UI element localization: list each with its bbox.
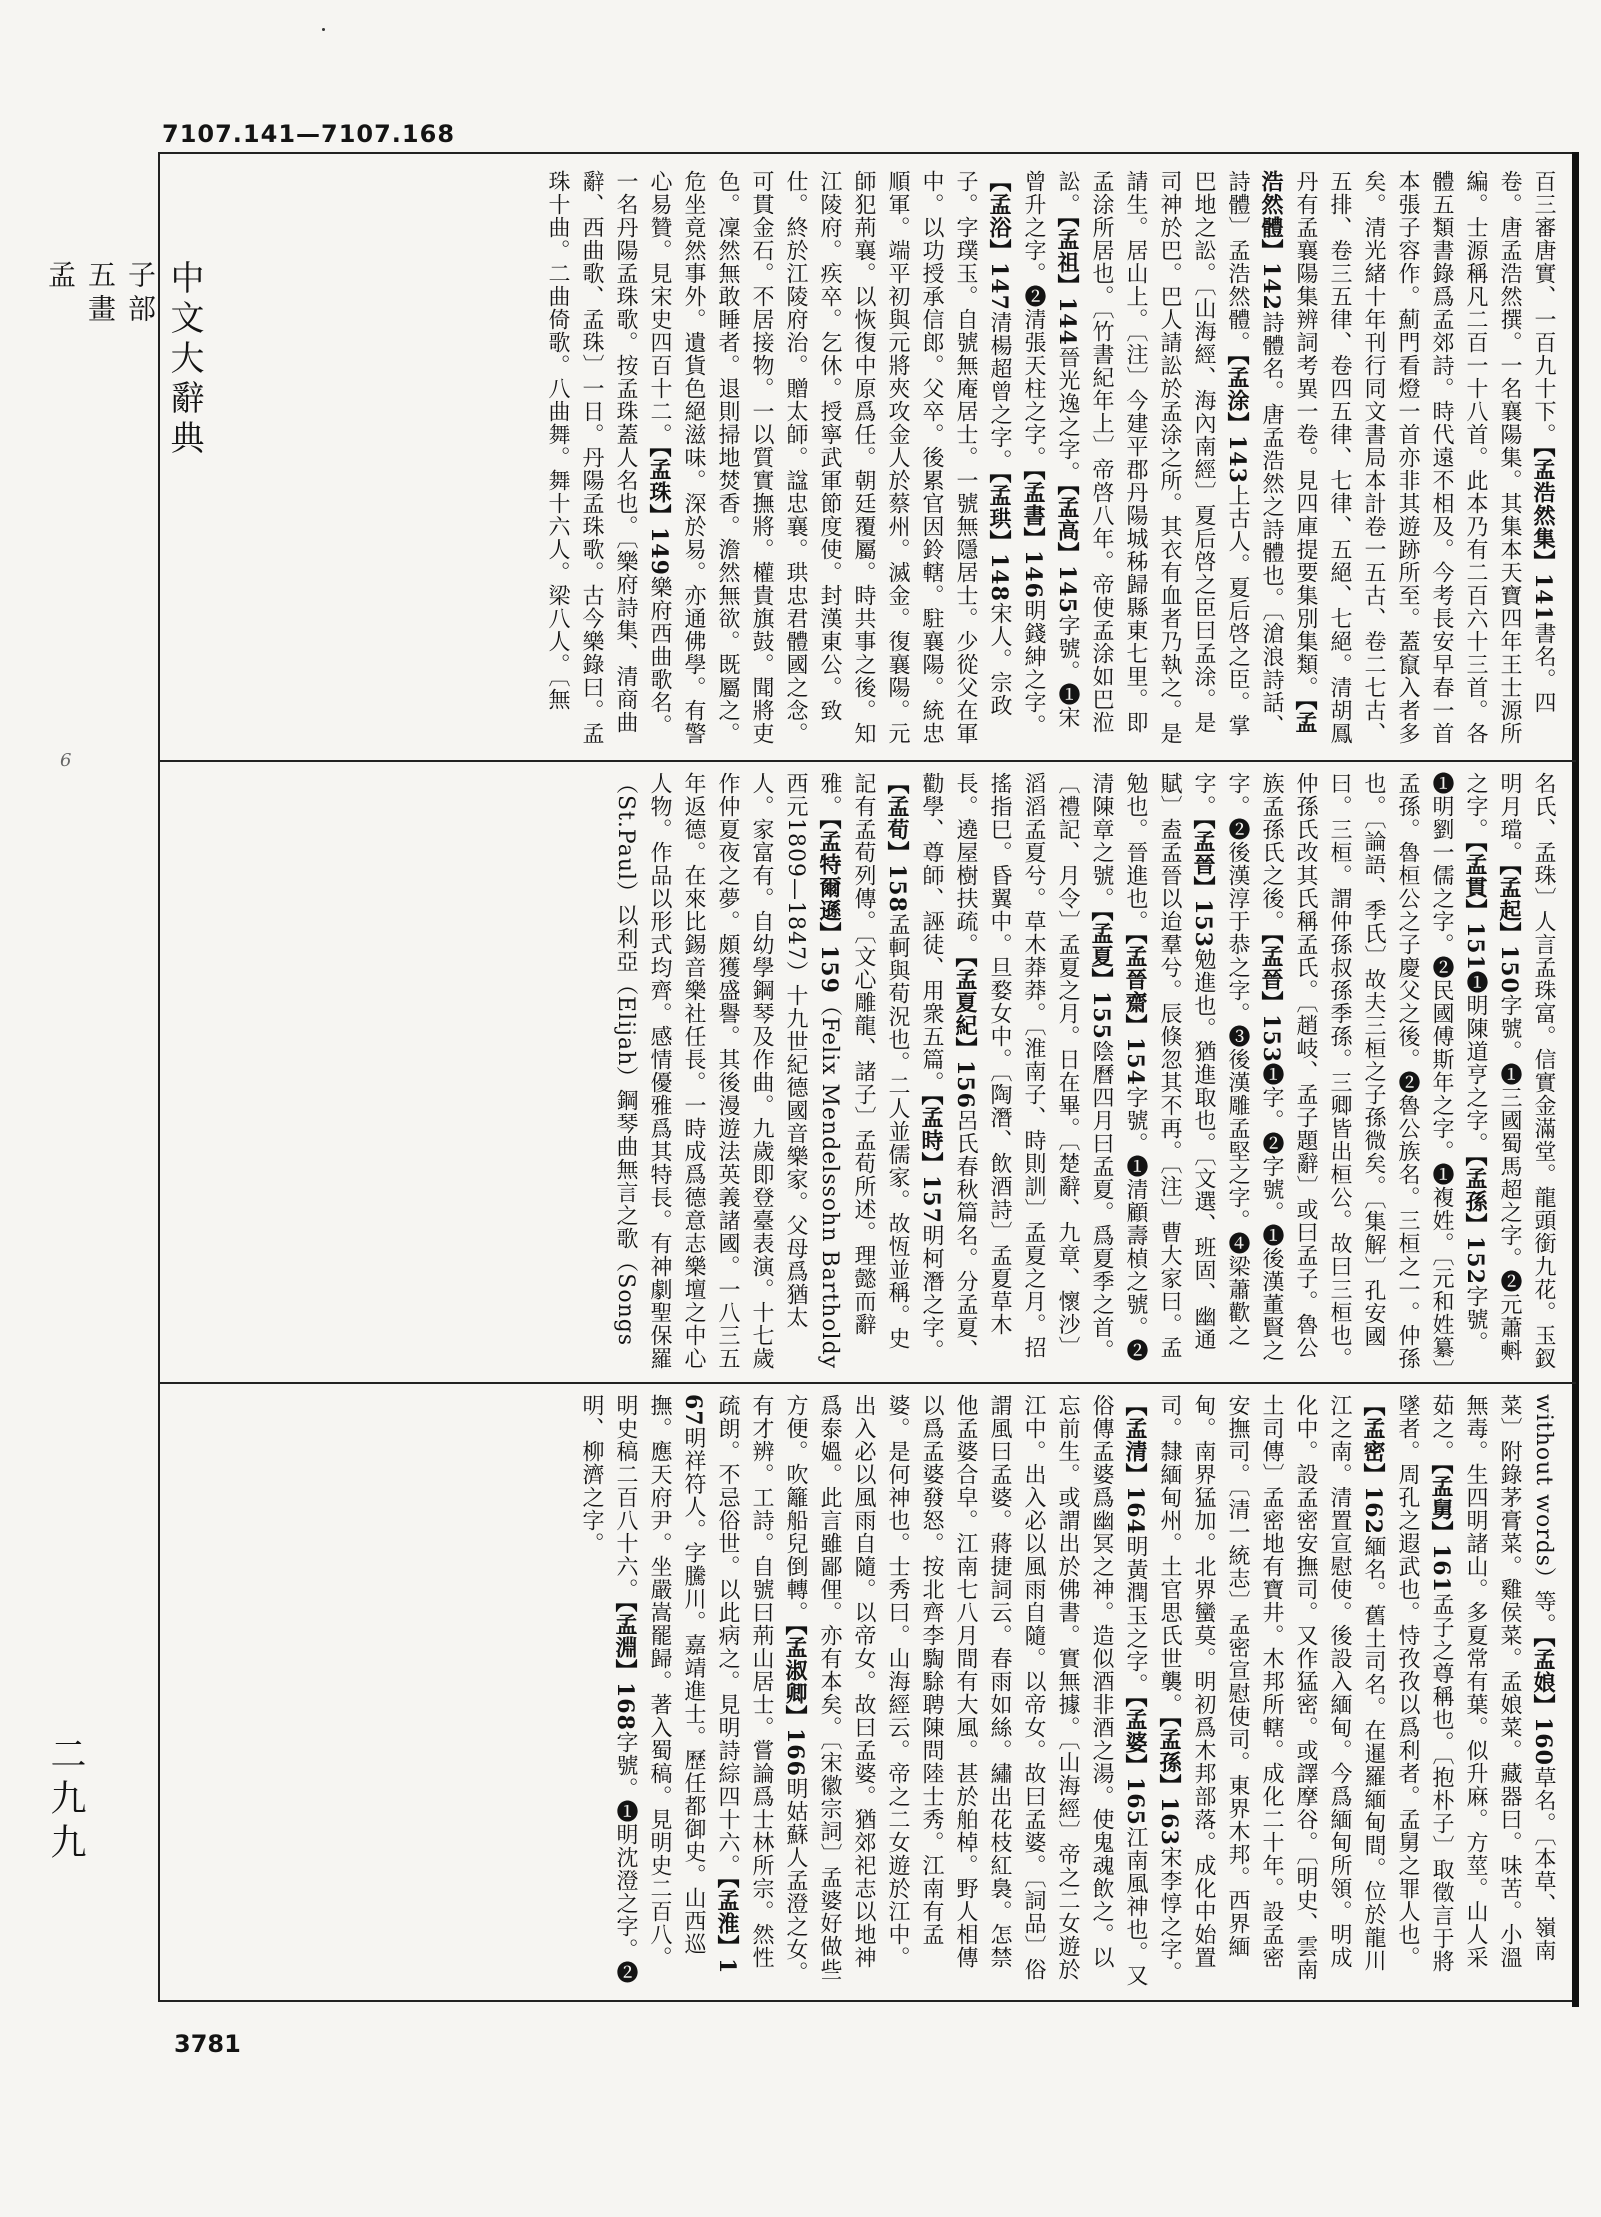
page-number: 3781 [174, 2030, 241, 2058]
dictionary-entry [1531, 170, 1556, 446]
entry-text: 宋李惇之字。 [1157, 1845, 1182, 1984]
page-number-cn: 二九九 [45, 1735, 86, 1867]
dictionary-entry [1157, 1716, 1182, 1984]
dictionary-entry [1531, 1394, 1556, 1636]
entry-text: 宋人。宗政子。字璞玉。自號無庵居士。一號無隱居士。少從父在軍中。以功授承信郎。父卒。後累官因鈴轄。駐襄陽。統忠順軍。端平初與元將夾攻金人於蔡州。滅金。復襄陽。元師犯荊襄。以恢復中原爲任。朝廷覆屬。時共事之後。知江陵府。疾卒。乞休。授寧武軍節度使。封漢東公。致仕。終於江陵府治。贈太師。諡忠襄。珙忠君體國之念。可貫金石。不居接物。一以質實撫將。權貴旗鼓。聞將吏色。凜然無敢睡者。退則掃地焚香。澹然無欲。既屬之。危坐竟然事外。遺貨色絕滋味。深於易。亦通佛學。有警心易贊。見宋史四百十二。 [647, 170, 1012, 745]
entry-text: 字號。❶明劉一儒之字。❷民國傅斯年之字。❶複姓。〔元和姓纂〕孟孫。魯桓公之子慶父之後。❷魯公族名。三桓之一。仲孫也。〔論語、季氏〕故夫三桓之子孫微矣。〔集解〕孔安國曰。三桓。謂仲孫叔孫季孫。三卿皆出桓公。故曰三桓也。仲孫氏改其氏稱孟氏。〔趙岐、孟子題辭〕或曰孟子。魯公族孟孫氏之後。 [1259, 772, 1488, 1371]
entry-text: （Felix Mendelssohn Bartholdy 西元1809—1847）十九世紀德國音樂家。父母爲猶太人。家富有。自幼學鋼琴及作曲。九歲即登臺表演。十七歲作仲夏夜之夢。頗獲盛譽。其後漫遊法英義諸國。一八三五年返德。在來比錫音樂社任長。一時成爲德意志樂壇之中心人物。作品以形式均齊。感情優雅爲其特長。有神劇聖保羅（St.Paul）以利亞（Elijah）鋼琴曲無言之歌（Songs [613, 772, 842, 1370]
dictionary-entry [647, 170, 1012, 745]
entry-text: 字號。❶明沈澄之字。❷明、柳濟之字。 [579, 1394, 638, 1984]
entry-text: 書名。四卷。唐孟浩然撰。一名襄陽集。其集本天寶四年王士源所編。士源稱凡二百一十八首。此本乃有二百六十三首。各體五類書錄爲孟郊詩。時代遠不相及。今考長安早春一首本張子容作。薊門看燈一首亦非其遊跡所至。蓋竄入者多矣。清光緒十年刊行同文書局本計卷一五古、卷二七古、五排、卷三五律、卷四五律、七律、五絕、七絕。清胡鳳丹有孟襄陽集辨詞考異一卷。見四庫提要集別集類。 [1293, 170, 1556, 745]
dictionary-entry [783, 1394, 1148, 1987]
entry-text: 陰曆四月曰孟夏。爲夏季之首。〔禮記、月令〕孟夏之月。日在畢。〔楚辭、九章、懷沙〕滔滔孟夏兮。草木莽莽。〔淮南子、時則訓〕孟夏之月。招搖指巳。昏翼中。旦婺女中。〔陶潛、飲酒詩〕孟夏草木長。遶屋樹扶疏。 [953, 772, 1114, 1362]
entry-headword: 【孟珙】148 [986, 471, 1012, 602]
entry-headword: 【孟貫】151 [1462, 841, 1488, 971]
entry-text: ❶明陳道亨之字。 [1463, 970, 1488, 1155]
entry-headword: 【孟夏】155 [1088, 910, 1114, 1040]
entry-text: 江南風神也。又俗傳孟婆爲幽冥之神。造似酒非酒之湯。使鬼魂飲之。以忘前生。或謂出於佛書。實無據。〔山海經〕帝之二女遊於江中。出入必以風雨自隨。以帝女。故曰孟婆。〔詞品〕俗謂風曰孟婆。蔣捷詞云。春雨如絲。繡出花枝紅裊。怎禁他孟婆合皁。江南七八月間有大風。甚於舶棹。野人相傳以爲孟婆發怒。按北齊李騊駼聘陳問陸士秀。江南有孟婆。是何神也。士秀曰。山海經云。帝之二女遊於江中。出入必以風雨自隨。以帝女。故曰孟婆。猶郊祀志以地神爲泰媼。此言雖鄙俚。亦有本矣。〔宋徽宗詞〕孟婆好做些方便。吹籬船兒倒轉。 [783, 1394, 1148, 1987]
radical-char: 孟 [44, 260, 77, 294]
entry-text: 晉光逸之字。 [1055, 345, 1080, 484]
dictionary-entry [1463, 841, 1488, 1155]
entry-text: 字號。❶宋曾升之字。❷清張天柱之字。 [1021, 170, 1080, 729]
entry-headword: 【孟浩然集】141 [1530, 446, 1556, 622]
dictionary-entry [1055, 170, 1250, 745]
entry-headword: 【孟高】145 [1054, 483, 1080, 614]
entry-headword: 【孟舅】161 [1428, 1463, 1454, 1593]
entry-text: 名氏、孟珠〕人言孟珠富。信實金滿堂。龍頭銜九花。玉釵明月璫。 [1497, 772, 1556, 1370]
entry-headword: 【孟特爾遜】159 [816, 818, 842, 994]
speck [322, 28, 325, 31]
entry-text: 草名。〔本草、嶺南菜〕附錄茅膏菜。雞侯菜。孟娘菜。藏器曰。味苦。小溫無毒。生四明諸山。多夏常有葉。似升麻。方莖。山人采茹之。 [1429, 1394, 1556, 1969]
dictionary-entry [1123, 1394, 1148, 1696]
entry-headword: 【孟娘】160 [1530, 1636, 1556, 1767]
entry-headword: 【孟起】150 [1496, 864, 1522, 994]
subsection-label: 五畫 [84, 260, 117, 328]
entry-text: 孟軻與荀況也。二人並儒家。故恆並稱。史記有孟荀列傳。〔文心雕龍、諸子〕孟荀所述。理懿而辭雅。 [817, 772, 910, 1350]
text-band-top [174, 170, 1560, 750]
entry-text: 樂府西曲歌名。一名丹陽孟珠歌。按孟珠蓋人名也。〔樂府詩集、清商曲辭、西曲歌、孟珠〕一日。丹陽孟珠歌。古今樂錄曰。孟珠十曲。二曲倚歌。八曲舞。舞十六人。梁八人。〔無 [545, 170, 672, 745]
entry-headword: 【孟浴】147 [986, 170, 1012, 311]
entry-text: 明祥符人。字騰川。嘉靖進士。歷任都御史。山西巡撫。應天府尹。坐嚴嵩罷歸。著入蜀稿。見明史二百八。明史稿二百八十六。 [613, 1394, 706, 1969]
entry-headword: 【孟婆】165 [1122, 1695, 1148, 1826]
entry-headword: 【孟淮】167 [680, 1394, 740, 1975]
entry-headword: 【孟浩然體】142 [1258, 170, 1318, 734]
entry-text: 勉進也。猶進取也。〔文選、班固、幽通賦〕盍孟晉以迨羣兮。辰倏忽其不再。〔注〕曹大家曰。孟勉也。晉進也。 [1123, 772, 1216, 1359]
entry-headword: 【孟時】157 [918, 1094, 944, 1224]
dictionary-entry [1055, 216, 1080, 484]
entry-headword: 【孟孫】152 [1462, 1154, 1488, 1285]
entry-text: 明姑蘇人孟澄之女。有才辨。工詩。自號曰荊山居士。嘗論爲士林所宗。然性疏朗。不忌俗世。以此病之。見明詩綜四十六。 [715, 1394, 808, 1984]
dictionary-entry [1395, 1394, 1454, 1973]
entry-headword: 【孟荀】158 [884, 772, 910, 913]
entry-text: 明錢紳之字。 [1021, 598, 1046, 737]
divider-1 [158, 760, 1576, 762]
entry-text: 詩體名。唐孟浩然之詩體也。〔滄浪詩話、詩體〕孟浩然體。 [1225, 170, 1284, 737]
edge-bar [1572, 152, 1579, 2007]
margin-note: 6 [60, 750, 72, 771]
entry-range: 7107.141—7107.168 [162, 120, 456, 148]
entry-headword: 【孟密】162 [1360, 1394, 1386, 1535]
entry-headword: 【孟孫】163 [1156, 1716, 1182, 1846]
entry-headword: 【孟夏紀】156 [952, 956, 978, 1109]
entry-text: 呂氏春秋篇名。分孟夏、勸學、尊師、誣徒、用衆五篇。 [919, 772, 978, 1362]
dictionary-entry [1021, 469, 1046, 737]
entry-headword: 【孟祖】144 [1054, 216, 1080, 346]
entry-headword: 【孟淵】168 [612, 1601, 638, 1731]
text-band-bottom [174, 1394, 1560, 1990]
section-label: 子部 [124, 260, 157, 328]
entry-text: 孟子之尊稱也。〔抱朴子〕取徵言于將墜者。周孔之遐武也。恃孜孜以爲利者。孟舅之罪人也。 [1395, 1394, 1454, 1973]
entry-text: 字號。❶清顧壽楨之號。❷清陳章之號。 [1089, 772, 1148, 1362]
dictionary-entry [1293, 170, 1556, 745]
text-band-middle [174, 772, 1560, 1372]
entry-text: 上古人。夏后啓之臣。掌巴地之訟。〔山海經、海內南經〕夏后啓之臣曰孟涂。是司神於巴。巴人請訟於孟涂之所。其衣有血者乃執之。是請生。居山上。〔注〕今建平郡丹陽城秭歸縣東七里。即孟涂所居也。〔竹書紀年上〕帝啓八年。帝使孟涂如巴涖訟。 [1055, 170, 1250, 745]
entry-text: 字號。❶三國蜀馬超之字。❷元蕭㪺之字。 [1463, 772, 1522, 1362]
dictionary-entry [1259, 772, 1488, 1371]
divider-2 [158, 1382, 1576, 1384]
entry-headword: 【孟淑卿】166 [782, 1624, 808, 1777]
entry-text: 明柯潛之字。 [919, 1223, 944, 1362]
entry-headword: 【孟晉齋】154 [1122, 933, 1148, 1086]
entry-headword: 【孟珠】149 [646, 446, 672, 576]
entry-text: 明黃潤玉之字。 [1123, 1534, 1148, 1696]
entry-text: ❶字。❷字號。❶後漢董賢之字。❷後漢淳于恭之字。❸後漢雕孟堅之字。❹梁蕭歡之字。 [1191, 772, 1284, 1362]
entry-text: 清楊超曾之字。 [987, 310, 1012, 472]
dictionary-entry [1157, 1394, 1386, 1981]
entry-headword: 【孟晉】153 [1258, 933, 1284, 1063]
dictionary-entry [919, 1094, 944, 1362]
dictionary-entry [987, 170, 1012, 472]
entry-headword: 【孟涂】143 [1224, 354, 1250, 484]
entry-text: 百三審唐實、一百九十下。 [1531, 170, 1556, 446]
dictionary-entry [613, 772, 842, 1370]
entry-text: 緬名。舊土司名。在暹羅緬甸間。位於龍川江之南。清置宣慰使。後設入緬甸。今爲緬甸所領。明成化中。設孟密安撫司。又作猛密。或譯摩谷。〔明史、雲南土司傳〕孟密地有寶井。木邦所轄。成化二十年。設孟密安撫司。〔清一統志〕孟密宣慰使司。東界木邦。西界緬甸。南界猛加。北界蠻莫。明初爲木邦部落。成化中始置司。隸緬甸州。土官思氏世襲。 [1157, 1394, 1386, 1981]
entry-headword: 【孟晉】153 [1190, 818, 1216, 948]
entry-text: without words）等。 [1531, 1394, 1556, 1637]
entry-headword: 【孟清】164 [1122, 1394, 1148, 1535]
entry-headword: 【孟書】146 [1020, 469, 1046, 599]
dictionary-title: 中文大辭典 [164, 260, 204, 460]
